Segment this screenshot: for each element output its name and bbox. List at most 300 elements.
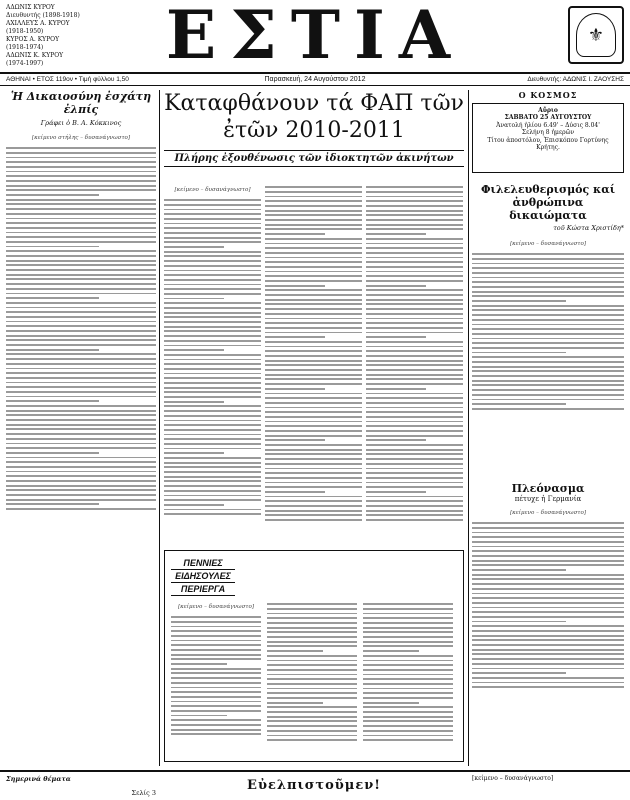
text-line: [267, 725, 357, 727]
text-line: [6, 293, 156, 295]
pennies-column: [171, 601, 261, 757]
text-line: [265, 444, 362, 446]
text-line: [6, 297, 99, 299]
text-line: [265, 421, 362, 423]
text-line: [265, 219, 362, 221]
text-line: [472, 319, 624, 321]
text-line: [6, 278, 156, 280]
text-line: [366, 505, 463, 507]
text-line: [164, 227, 261, 229]
text-line: [366, 289, 463, 291]
text-line: [171, 724, 261, 726]
text-line: [164, 410, 261, 412]
text-line: [265, 299, 362, 301]
text-line: [6, 246, 99, 248]
text-lines: [265, 186, 362, 521]
illegible-note: [κείμενο – δυσανάγνωστο]: [509, 510, 587, 516]
text-line: [6, 321, 156, 323]
text-line: [164, 443, 261, 445]
text-line: [265, 247, 362, 249]
text-line: [265, 514, 362, 516]
text-line: [472, 607, 624, 609]
text-line: [366, 425, 463, 427]
text-line: [472, 663, 624, 665]
text-line: [6, 382, 156, 384]
text-line: [6, 372, 156, 374]
text-line: [472, 672, 566, 674]
text-line: [6, 461, 156, 463]
text-line: [265, 322, 362, 324]
text-line: [6, 377, 156, 379]
text-line: [472, 399, 624, 401]
text-line: [267, 739, 357, 741]
text-line: [265, 346, 362, 348]
text-line: [366, 463, 463, 465]
text-line: [164, 509, 261, 511]
text-line: [366, 224, 463, 226]
text-line: [6, 349, 99, 351]
text-line: [164, 504, 224, 506]
text-line: [6, 250, 156, 252]
text-line: [265, 411, 362, 413]
text-line: [6, 264, 156, 266]
text-line: [171, 682, 261, 684]
text-line: [6, 419, 156, 421]
dateline-bar: [0, 72, 630, 86]
text-line: [6, 438, 156, 440]
text-line: [366, 200, 463, 202]
text-line: [366, 421, 463, 423]
text-line: [265, 383, 362, 385]
text-line: [267, 641, 357, 643]
text-line: [267, 730, 357, 732]
text-line: [472, 602, 624, 604]
text-line: [171, 733, 261, 735]
text-line: [164, 499, 261, 501]
pennies-column: [267, 601, 357, 757]
text-line: [472, 597, 624, 599]
text-line: [267, 678, 357, 680]
text-line: [164, 223, 261, 225]
text-line: [164, 326, 261, 328]
text-line: [164, 284, 261, 286]
text-line: [164, 377, 261, 379]
text-line: [265, 425, 362, 427]
text-line: [267, 650, 323, 652]
text-line: [265, 275, 362, 277]
cosmos-line: Ἀνατολή ἡλίου 6.49' – Δύσις 8.04': [496, 121, 600, 129]
text-line: [472, 541, 624, 543]
text-lines: [366, 186, 463, 521]
text-line: [366, 458, 463, 460]
text-line: [164, 396, 261, 398]
text-line: [472, 291, 624, 293]
text-line: [6, 208, 156, 210]
text-line: [6, 480, 156, 482]
article-column: [366, 184, 463, 544]
text-line: [363, 720, 453, 722]
text-line: [267, 688, 357, 690]
text-line: [6, 489, 156, 491]
text-line: [265, 266, 362, 268]
text-line: [6, 283, 156, 285]
text-line: [366, 453, 463, 455]
founder-line: ΑΧΙΛΛΕΥΣ Α. ΚΥΡΟΥ: [6, 20, 70, 27]
text-line: [363, 655, 453, 657]
text-line: [265, 491, 325, 493]
text-line: [6, 330, 156, 332]
text-line: [366, 186, 463, 188]
text-line: [265, 360, 362, 362]
text-line: [164, 354, 261, 356]
text-line: [164, 218, 261, 220]
text-line: [6, 157, 156, 159]
text-line: [164, 429, 261, 431]
text-line: [366, 205, 463, 207]
text-line: [472, 653, 624, 655]
text-line: [363, 725, 453, 727]
text-line: [265, 388, 325, 390]
text-line: [472, 527, 624, 529]
text-line: [265, 435, 362, 437]
text-line: [164, 448, 261, 450]
text-line: [6, 339, 156, 341]
text-line: [366, 500, 463, 502]
text-line: [472, 569, 566, 571]
text-line: [363, 716, 453, 718]
text-line: [171, 687, 261, 689]
text-line: [171, 710, 261, 712]
text-line: [267, 716, 357, 718]
text-line: [265, 200, 362, 202]
text-line: [164, 387, 261, 389]
right-article-title[interactable]: Φιλελευθερισμός καί ἀνθρώπινα δικαιώματα: [480, 183, 616, 222]
text-line: [164, 330, 261, 332]
founder-line: Διευθυντής (1898-1918): [6, 12, 80, 19]
text-line: [472, 342, 624, 344]
text-line: [265, 332, 362, 334]
text-line: [366, 449, 463, 451]
text-line: [472, 550, 624, 552]
text-line: [164, 251, 261, 253]
text-line: [265, 257, 362, 259]
illegible-note: [κείμενο – δυσανάγνωστο]: [174, 187, 251, 193]
column-divider: [159, 90, 160, 766]
text-line: [6, 447, 156, 449]
text-line: [366, 266, 463, 268]
text-line: [265, 313, 362, 315]
pennies-title-line: ΠΕΡΙΕΡΓΑ: [171, 583, 235, 596]
text-line: [472, 305, 624, 307]
text-line: [265, 430, 362, 432]
text-line: [164, 438, 261, 440]
text-line: [164, 359, 261, 361]
plevasma-title[interactable]: Πλεόνασμα: [511, 482, 585, 495]
text-line: [366, 510, 463, 512]
text-line: [6, 213, 156, 215]
text-line: [366, 214, 463, 216]
text-line: [6, 171, 156, 173]
text-line: [366, 435, 463, 437]
text-line: [6, 424, 156, 426]
text-line: [366, 210, 463, 212]
main-headline[interactable]: Καταφθάνουν τά ΦΑΠ τῶν ἐτῶν 2010-2011: [164, 91, 464, 143]
text-line: [6, 189, 156, 191]
founders-list: [6, 4, 102, 68]
text-line: [472, 560, 624, 562]
text-line: [171, 729, 261, 731]
cosmos-line: Αὔριο: [538, 107, 558, 114]
text-line: [472, 621, 566, 623]
text-line: [164, 363, 261, 365]
text-line: [265, 458, 362, 460]
text-line: [6, 391, 156, 393]
text-line: [363, 697, 453, 699]
text-line: [363, 645, 453, 647]
text-line: [366, 393, 463, 395]
text-line: [265, 416, 362, 418]
text-lines: [267, 603, 357, 741]
text-line: [164, 373, 261, 375]
text-line: [363, 660, 453, 662]
text-line: [472, 658, 624, 660]
text-line: [366, 219, 463, 221]
text-line: [363, 631, 453, 633]
text-line: [265, 449, 362, 451]
text-line: [6, 203, 156, 205]
editor-info: Διευθυντής: ΑΔΩΝΙΣ Ι. ΖΑΟΥΣΗΣ: [527, 76, 624, 83]
text-line: [171, 696, 261, 698]
text-line: [366, 252, 463, 254]
text-line: [6, 269, 156, 271]
text-line: [6, 218, 156, 220]
text-line: [366, 233, 426, 235]
text-line: [472, 328, 624, 330]
pennies-box-title[interactable]: [171, 557, 235, 596]
text-line: [6, 222, 156, 224]
text-line: [164, 485, 261, 487]
text-line: [164, 368, 261, 370]
text-line: [366, 243, 463, 245]
text-line: [267, 720, 357, 722]
center-column: [164, 90, 464, 770]
text-line: [6, 475, 156, 477]
text-line: [366, 346, 463, 348]
text-line: [366, 411, 463, 413]
footer-right-text: [472, 775, 624, 783]
text-line: [267, 664, 357, 666]
text-line: [164, 495, 261, 497]
text-line: [366, 299, 463, 301]
text-line: [366, 364, 463, 366]
text-line: [267, 660, 357, 662]
text-line: [6, 335, 156, 337]
text-line: [366, 355, 463, 357]
text-line: [171, 668, 261, 670]
text-line: [6, 175, 156, 177]
text-line: [366, 374, 463, 376]
text-line: [363, 613, 453, 615]
text-line: [267, 674, 357, 676]
text-line: [164, 237, 261, 239]
text-line: [6, 386, 156, 388]
footer-bar: [0, 770, 630, 800]
text-line: [472, 682, 624, 684]
text-line: [363, 608, 453, 610]
text-line: [366, 388, 426, 390]
column-divider: [468, 90, 469, 766]
cosmos-box: [472, 103, 624, 173]
text-line: [6, 485, 156, 487]
illegible-note: [κείμενο – δυσανάγνωστο]: [472, 775, 554, 782]
text-line: [366, 303, 463, 305]
text-line: [265, 214, 362, 216]
todays-topics-label: Σημερινά θέματα: [6, 775, 71, 783]
text-line: [6, 274, 156, 276]
text-line: [164, 246, 224, 248]
left-article-title[interactable]: Ἡ Δικαιοσύνη ἐσχάτη ἐλπίς: [10, 90, 152, 116]
text-line: [363, 706, 453, 708]
cosmos-line: Σελήνη 8 ἡμερῶν: [521, 129, 575, 137]
text-line: [472, 630, 624, 632]
text-line: [265, 308, 362, 310]
text-line: [472, 384, 624, 386]
text-line: [366, 477, 463, 479]
text-line: [472, 309, 624, 311]
text-line: [366, 514, 463, 516]
text-line: [472, 522, 624, 524]
text-line: [366, 261, 463, 263]
text-line: [472, 686, 624, 688]
text-line: [265, 238, 362, 240]
text-line: [265, 303, 362, 305]
illegible-note: [κείμενο – δυσανάγνωστο]: [177, 604, 255, 610]
text-line: [6, 288, 156, 290]
text-line: [164, 434, 261, 436]
text-line: [6, 227, 156, 229]
text-line: [363, 669, 453, 671]
text-line: [6, 503, 99, 505]
text-line: [472, 295, 624, 297]
text-line: [164, 490, 261, 492]
text-line: [366, 430, 463, 432]
text-line: [472, 263, 624, 265]
text-line: [164, 466, 261, 468]
text-line: [6, 152, 156, 154]
text-line: [265, 196, 362, 198]
text-line: [366, 341, 463, 343]
text-line: [265, 289, 362, 291]
text-line: [472, 644, 624, 646]
text-line: [6, 344, 156, 346]
pennies-box: [164, 550, 464, 762]
text-line: [472, 394, 624, 396]
text-line: [366, 397, 463, 399]
text-line: [472, 338, 624, 340]
text-lines: [472, 253, 624, 409]
text-line: [6, 180, 156, 182]
text-line: [164, 293, 261, 295]
text-line: [363, 692, 453, 694]
text-line: [366, 332, 463, 334]
text-line: [265, 205, 362, 207]
text-line: [265, 228, 362, 230]
text-line: [6, 166, 156, 168]
footer-headline[interactable]: Εὐελπιστοῦμεν!: [247, 778, 381, 793]
text-line: [6, 307, 156, 309]
text-line: [366, 360, 463, 362]
text-line: [6, 199, 156, 201]
text-line: [265, 397, 362, 399]
text-line: [472, 578, 624, 580]
text-line: [265, 482, 362, 484]
text-line: [265, 186, 362, 188]
pennies-column: [363, 601, 453, 757]
text-line: [265, 393, 362, 395]
text-line: [363, 603, 453, 605]
text-line: [363, 735, 453, 737]
text-line: [366, 294, 463, 296]
text-line: [267, 683, 357, 685]
text-line: [265, 341, 362, 343]
text-line: [265, 472, 362, 474]
text-line: [366, 496, 463, 498]
text-line: [6, 410, 156, 412]
main-article-body: [164, 184, 464, 544]
todays-topics[interactable]: [6, 775, 156, 797]
text-line: [472, 366, 624, 368]
text-line: [472, 588, 624, 590]
plevasma-article: [472, 482, 624, 691]
text-line: [265, 402, 362, 404]
text-line: [265, 210, 362, 212]
text-lines: [164, 199, 261, 515]
text-line: [164, 462, 261, 464]
text-line: [6, 194, 99, 196]
text-line: [472, 347, 624, 349]
text-line: [472, 300, 566, 302]
text-line: [164, 415, 261, 417]
text-line: [267, 622, 357, 624]
newspaper-title: ΕΣΤΙΑ: [165, 0, 465, 74]
founder-line: (1918-1974): [6, 44, 44, 51]
text-line: [265, 355, 362, 357]
text-line: [472, 361, 624, 363]
text-line: [171, 630, 261, 632]
text-line: [6, 400, 99, 402]
text-line: [6, 236, 156, 238]
text-line: [171, 677, 261, 679]
text-line: [366, 416, 463, 418]
text-line: [265, 252, 362, 254]
text-line: [472, 408, 624, 410]
text-line: [366, 228, 463, 230]
text-line: [164, 457, 261, 459]
right-article-byline: τοῦ Κώστα Χριστίδη*: [553, 224, 624, 232]
text-line: [267, 617, 357, 619]
text-line: [6, 311, 156, 313]
text-line: [366, 444, 463, 446]
text-line: [472, 546, 624, 548]
text-line: [472, 532, 624, 534]
founder-line: (1974-1997): [6, 60, 44, 67]
text-line: [472, 389, 624, 391]
text-line: [265, 505, 362, 507]
edition-info: ΑΘΗΝΑΙ • ΕΤΟΣ 119ον • Τιμή φύλλου 1,50: [6, 76, 129, 83]
text-line: [472, 258, 624, 260]
text-line: [366, 383, 463, 385]
text-line: [164, 255, 261, 257]
